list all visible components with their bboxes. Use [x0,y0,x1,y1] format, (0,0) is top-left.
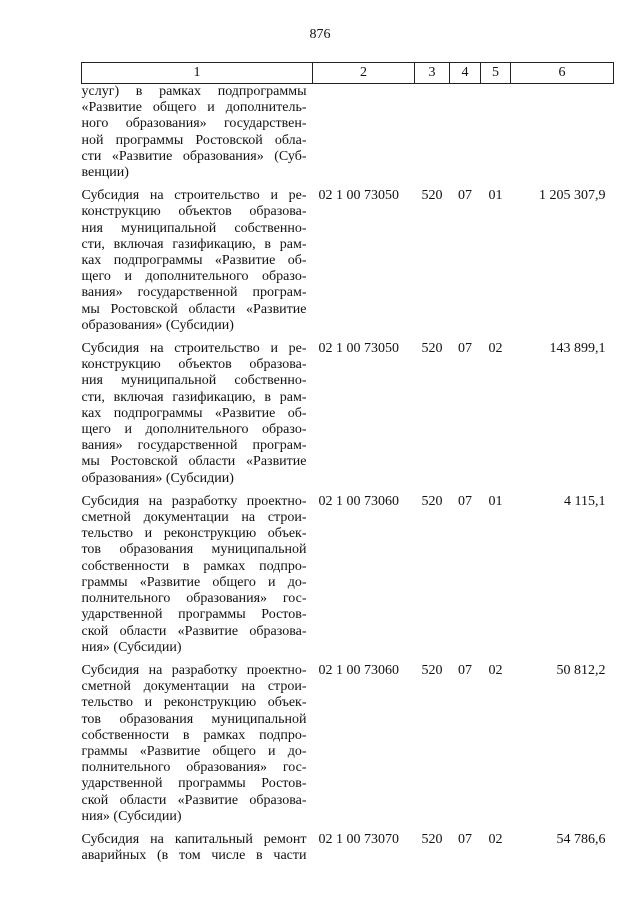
description-line: Субсидия на строительство и ре- [81,341,307,357]
row-code: 02 1 00 73050 [318,188,399,204]
row-pr [481,84,511,189]
row-vr: 520 [421,341,443,357]
description-line: граммы «Развитие общего и до- [81,743,307,759]
description-line: щего и дополнительного образо- [81,422,307,438]
header-col-6: 6 [511,63,614,84]
row-rz: 07 [458,662,472,678]
description-line: ках подпрограммы «Развитие об- [81,405,307,421]
row-pr: 02 [488,341,503,357]
row-description [82,188,313,341]
row-vr [415,84,450,189]
description-line: тельство и реконструкцию объек- [81,526,307,542]
description-line: граммы «Развитие общего и до- [81,574,307,590]
table-row [82,341,614,494]
row-pr: 01 [488,188,503,204]
row-pr: 02 [488,662,503,678]
row-vr: 520 [421,188,443,204]
description-line: ках подпрограммы «Развитие об- [81,253,307,269]
description-line: аварийных (в том числе в части [81,848,307,864]
row-amount: 50 812,2 [556,662,606,678]
table-row [82,188,614,341]
description-line: полнительного образования» гос- [81,760,307,776]
description-line: собственности в рамках подпро- [81,727,307,743]
description-line: Субсидия на разработку проектно- [81,662,307,678]
row-rz: 07 [458,341,472,357]
row-description [82,84,313,189]
table-row [82,84,614,189]
header-col-4: 4 [450,63,481,84]
row-description [82,832,313,864]
row-amount: 4 115,1 [564,493,606,509]
header-row [82,63,614,84]
description-line: ния» (Субсидии) [81,639,182,655]
row-rz [450,84,481,189]
row-rz: 07 [458,188,472,204]
description-line: ской области «Развитие образова- [81,623,307,639]
description-line: ной программы Ростовской обла- [81,132,307,148]
row-code [313,84,415,189]
description-line: мы Ростовской области «Развитие [81,454,307,470]
description-line: венции) [81,165,129,181]
row-description [82,341,313,494]
row-description [82,494,313,663]
description-line: услуг) в рамках подпрограммы [81,84,307,99]
description-line: сти, включая газификацию, в рам- [81,236,307,252]
table-row [82,663,614,832]
row-code: 02 1 00 73060 [318,493,399,509]
description-line: ния муниципальной собственно- [81,220,307,236]
row-code: 02 1 00 73050 [318,341,399,357]
description-line: ния» (Субсидии) [81,808,182,824]
header-col-2: 2 [313,63,415,84]
row-description [82,663,313,832]
description-line: ударственной программы Ростов- [81,776,307,792]
description-line: сметной документации на строи- [81,679,307,695]
description-line: тельство и реконструкцию объек- [81,695,307,711]
row-rz: 07 [458,831,472,847]
row-code: 02 1 00 73060 [318,662,399,678]
row-code: 02 1 00 73070 [318,831,399,847]
description-line: собственности в рамках подпро- [81,558,307,574]
description-line: полнительного образования» гос- [81,591,307,607]
description-line: образования» (Субсидии) [81,470,234,486]
table-row [82,494,614,663]
budget-table [81,62,614,864]
row-vr: 520 [421,662,443,678]
row-rz: 07 [458,493,472,509]
description-line: конструкцию объектов образова- [81,357,307,373]
description-line: сметной документации на строи- [81,510,307,526]
description-line: Субсидия на капитальный ремонт [81,831,307,847]
description-line: сти, включая газификацию, в рам- [81,389,307,405]
description-line: сти «Развитие образования» (Суб- [81,148,307,164]
row-amount: 1 205 307,9 [539,188,606,204]
description-line: тов образования муниципальной [81,711,307,727]
row-amount [511,84,614,189]
row-amount: 54 786,6 [556,831,606,847]
page-number: 876 [309,27,331,42]
description-line: Субсидия на разработку проектно- [81,493,307,509]
description-line: ного образования» государствен- [81,116,307,132]
row-pr: 01 [488,493,503,509]
description-line: ударственной программы Ростов- [81,607,307,623]
description-line: «Развитие общего и дополнитель- [81,100,307,116]
header-col-1: 1 [82,63,313,84]
header-col-5: 5 [481,63,511,84]
row-amount: 143 899,1 [549,341,606,357]
header-col-3: 3 [415,63,450,84]
description-line: мы Ростовской области «Развитие [81,301,307,317]
table-row [82,832,614,864]
description-line: тов образования муниципальной [81,542,307,558]
row-pr: 02 [488,831,503,847]
description-line: конструкцию объектов образова- [81,204,307,220]
description-line: образования» (Субсидии) [81,317,234,333]
description-line: вания» государственной програм- [81,438,307,454]
description-line: вания» государственной програм- [81,285,307,301]
description-line: ской области «Развитие образова- [81,792,307,808]
description-line: щего и дополнительного образо- [81,269,307,285]
row-vr: 520 [421,831,443,847]
description-line: Субсидия на строительство и ре- [81,188,307,204]
description-line: ния муниципальной собственно- [81,373,307,389]
row-vr: 520 [421,493,443,509]
